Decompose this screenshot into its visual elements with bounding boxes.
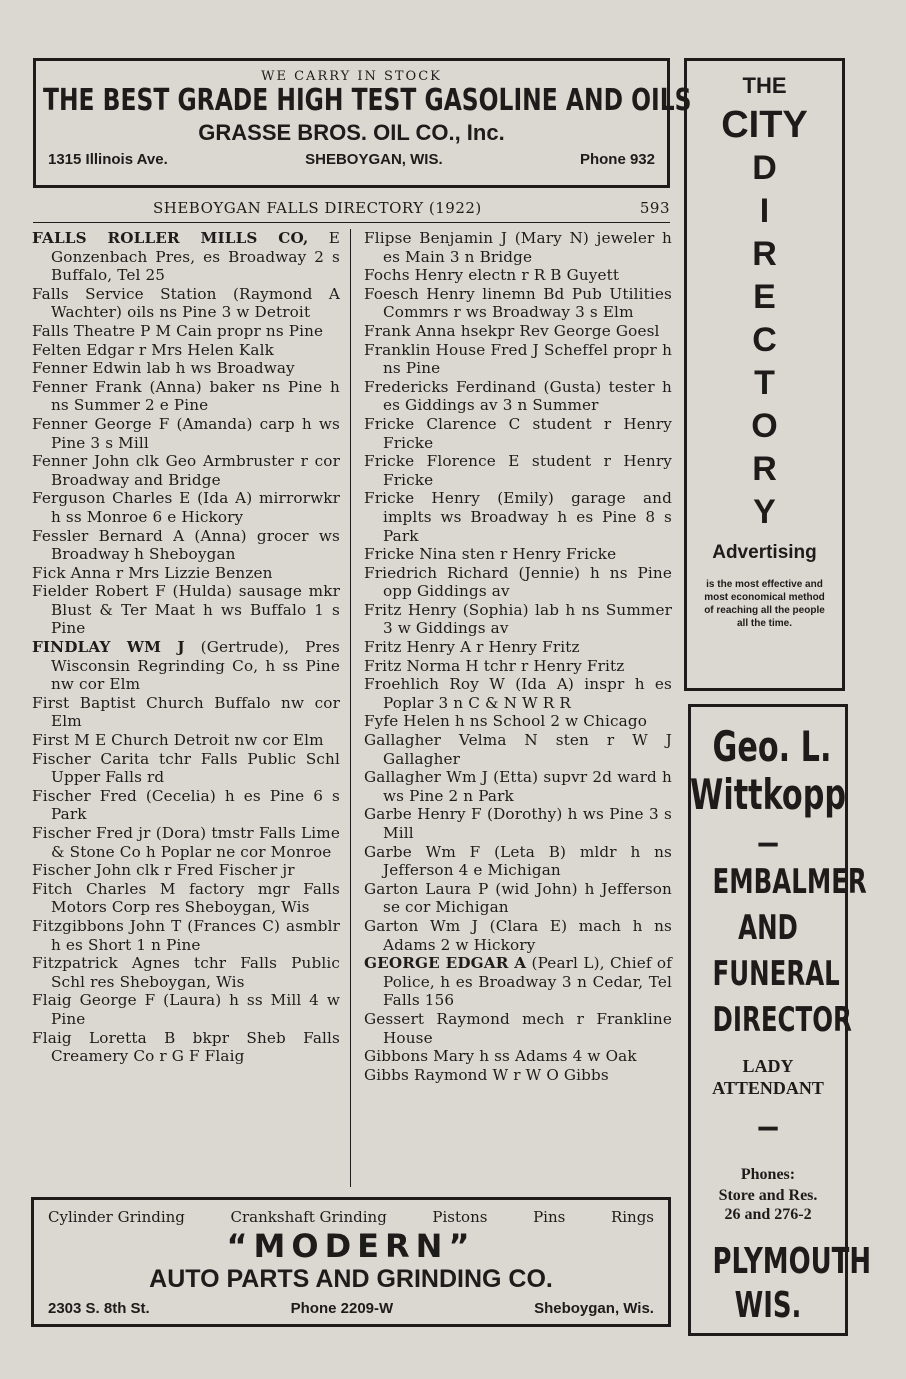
- directory-entry: [32, 582, 340, 638]
- ad-phone: Phone 932: [579, 151, 655, 168]
- ad-lady: LADY: [742, 1056, 794, 1076]
- ad-plymouth: PLYMOUTH: [712, 1241, 872, 1282]
- ad-services: [34, 1208, 668, 1226]
- entry-text: First Baptist Church Buffalo nw cor Elm: [32, 693, 340, 731]
- directory-entry: [32, 824, 340, 861]
- entry-text: Fischer Fred (Cecelia) h es Pine 6 s Park: [32, 786, 340, 824]
- entry-text: Gibbons Mary h ss Adams 4 w Oak: [364, 1047, 637, 1066]
- directory-letters: [687, 147, 842, 534]
- directory-letter: Y: [753, 493, 776, 531]
- ad-dash: —: [757, 826, 779, 861]
- entry-text: Friedrich Richard (Jennie) h ns Pine opp Giddings av: [364, 563, 672, 601]
- service-item: Cylinder Grinding: [48, 1208, 185, 1226]
- directory-letter: C: [752, 321, 777, 359]
- directory-entry: [32, 322, 340, 341]
- undertaker-advertisement: [688, 704, 872, 1336]
- directory-entry: [364, 843, 672, 880]
- directory-letter: D: [752, 149, 777, 187]
- entry-text: Flaig Loretta B bkpr Sheb Falls Creamery Co r G F Flaig: [32, 1028, 340, 1066]
- directory-entry: [32, 954, 340, 991]
- entry-text: Fenner Edwin lab h ws Broadway: [32, 359, 295, 378]
- directory-entry: [364, 545, 672, 564]
- directory-entry: [32, 917, 340, 954]
- ad-dash-2: —: [757, 1110, 779, 1145]
- directory-entry: [32, 1029, 340, 1066]
- directory-letter: E: [753, 278, 776, 316]
- ad-headline: THE BEST GRADE HIGH TEST GASOLINE AND OILS: [43, 83, 692, 118]
- city-directory-advertisement: [684, 58, 845, 691]
- entry-text: Gallagher Velma N sten r W J Gallagher: [364, 731, 672, 768]
- entry-text: Ferguson Charles E (Ida A) mirrorwkr h ss Monroe 6 e Hickory: [32, 489, 340, 526]
- directory-letter: T: [754, 364, 775, 402]
- ad-blurb: is the most effective and most economical method of reaching all the people all the time.: [704, 579, 825, 629]
- entry-text: Falls Service Station (Raymond A Wachter) oils ns Pine 3 w Detroit: [32, 284, 340, 322]
- entry-text: Garbe Wm F (Leta B) mldr h ns Jefferson 4 e Michigan: [364, 842, 672, 880]
- directory-entry: [32, 731, 340, 750]
- ad-brand: “MODERN”: [226, 1227, 476, 1265]
- entry-text: Fischer John clk r Fred Fischer jr: [32, 861, 295, 880]
- ad-city: SHEBOYGAN, WIS.: [305, 151, 443, 168]
- directory-entry: [32, 378, 340, 415]
- ad-the: THE: [742, 73, 787, 98]
- directory-entry: [32, 638, 340, 694]
- entry-text: Gessert Raymond mech r Frankline House: [364, 1009, 672, 1047]
- ad-company-name-2: AUTO PARTS AND GRINDING CO.: [149, 1265, 553, 1293]
- ad-address: 1315 Illinois Ave.: [48, 151, 168, 168]
- entry-text: Gallagher Wm J (Etta) supvr 2d ward h ws Pine 2 n Park: [364, 768, 672, 805]
- directory-entry: [364, 564, 672, 601]
- directory-entry: [32, 991, 340, 1028]
- directory-entry: [32, 564, 340, 583]
- directory-entry: [32, 787, 340, 824]
- directory-entry: [32, 359, 340, 378]
- directory-entry: [32, 489, 340, 526]
- ad-phone-2: Phone 2209-W: [290, 1300, 394, 1317]
- entry-text: Froehlich Roy W (Ida A) inspr h es Poplar 3 n C & N W R R: [364, 675, 672, 712]
- directory-entry: [364, 285, 672, 322]
- ad-phones-label: Phones:: [740, 1166, 796, 1183]
- page-number: 593: [639, 199, 670, 217]
- entry-text: Fick Anna r Mrs Lizzie Benzen: [32, 563, 273, 582]
- directory-entry: [364, 731, 672, 768]
- entry-bold-name: FINDLAY WM J: [32, 638, 185, 657]
- ad-and: AND: [738, 908, 798, 948]
- right-listing-column: [364, 229, 672, 1084]
- ad-company-name: GRASSE BROS. OIL CO., Inc.: [198, 120, 505, 145]
- directory-entry: [364, 1010, 672, 1047]
- entry-text: Fitch Charles M factory mgr Falls Motors Corp res Sheboygan, Wis: [32, 879, 340, 917]
- entry-text: Fricke Nina sten r Henry Fricke: [364, 545, 617, 564]
- ad-address-2: 2303 S. 8th St.: [48, 1300, 150, 1317]
- auto-parts-advertisement: [31, 1197, 671, 1327]
- entry-text: Fricke Clarence C student r Henry Fricke: [364, 414, 672, 452]
- entry-text: Fischer Carita tchr Falls Public Schl Upper Falls rd: [32, 749, 340, 787]
- directory-entry: [364, 229, 672, 266]
- ad-advertising: Advertising: [712, 542, 817, 563]
- entry-text: Fenner Frank (Anna) baker ns Pine h ns Summer 2 e Pine: [32, 377, 340, 415]
- directory-entry: [364, 638, 672, 657]
- directory-entry: [364, 805, 672, 842]
- entry-text: Garton Wm J (Clara E) mach h ns Adams 2 w Hickory: [364, 916, 672, 954]
- ad-city-word: CITY: [721, 104, 808, 146]
- directory-entry: [32, 229, 340, 285]
- directory-letter: R: [752, 450, 777, 488]
- directory-entry: [364, 768, 672, 805]
- column-divider: [350, 229, 351, 1187]
- service-item: Pistons: [432, 1208, 488, 1226]
- directory-entry: [364, 415, 672, 452]
- entry-text: Garbe Henry F (Dorothy) h ws Pine 3 s Mill: [364, 805, 672, 842]
- entry-text: Flipse Benjamin J (Mary N) jeweler h es Main 3 n Bridge: [364, 229, 672, 266]
- directory-entry: [32, 750, 340, 787]
- directory-entry: [32, 285, 340, 322]
- entry-text: Fenner John clk Geo Armbruster r cor Broadway and Bridge: [32, 452, 340, 489]
- service-item: Rings: [610, 1208, 654, 1226]
- entry-text: Gibbs Raymond W r W O Gibbs: [364, 1065, 609, 1084]
- directory-entry: [364, 601, 672, 638]
- directory-entry: [32, 880, 340, 917]
- entry-text: (Gertrude), Pres Wisconsin Regrinding Co, h ss Pine nw cor Elm: [51, 638, 340, 694]
- entry-text: Fritz Henry (Sophia) lab h ns Summer 3 w Giddings av: [364, 600, 672, 638]
- entry-text: Falls Theatre P M Cain propr ns Pine: [32, 321, 324, 340]
- entry-bold-name: FALLS ROLLER MILLS CO,: [32, 229, 309, 247]
- ad-funeral: FUNERAL: [712, 954, 840, 994]
- directory-entry: [364, 712, 672, 731]
- entry-text: Fritz Norma H tchr r Henry Fritz: [364, 656, 625, 675]
- directory-entry: [32, 341, 340, 360]
- entry-text: First M E Church Detroit nw cor Elm: [32, 731, 324, 750]
- ad-city-2: Sheboygan, Wis.: [534, 1300, 654, 1317]
- directory-entry: [364, 489, 672, 545]
- directory-entry: [364, 322, 672, 341]
- ad-tagline: WE CARRY IN STOCK: [261, 69, 442, 84]
- directory-entry: [364, 266, 672, 285]
- ad-attendant: ATTENDANT: [712, 1078, 824, 1098]
- service-item: Pins: [533, 1208, 566, 1226]
- entry-text: Fessler Bernard A (Anna) grocer ws Broadway h Sheboygan: [32, 526, 340, 564]
- directory-letter: O: [751, 407, 778, 445]
- directory-entry: [364, 880, 672, 917]
- entry-text: Felten Edgar r Mrs Helen Kalk: [32, 340, 274, 359]
- entry-text: Fielder Robert F (Hulda) sausage mkr Blust & Ter Maat h ws Buffalo 1 s Pine: [32, 582, 340, 638]
- directory-entry: [364, 378, 672, 415]
- directory-entry: [32, 694, 340, 731]
- entry-text: Fitzgibbons John T (Frances C) asmblr h es Short 1 n Pine: [32, 916, 340, 954]
- entry-text: Garton Laura P (wid John) h Jefferson se cor Michigan: [364, 879, 672, 917]
- directory-entry: [364, 657, 672, 676]
- ad-phones-line2: 26 and 276-2: [724, 1206, 812, 1223]
- entry-text: Franklin House Fred J Scheffel propr h ns Pine: [364, 340, 672, 378]
- entry-text: Flaig George F (Laura) h ss Mill 4 w Pine: [32, 991, 340, 1028]
- entry-bold-name: GEORGE EDGAR A: [364, 954, 527, 973]
- ad-embalmer: EMBALMER: [712, 862, 867, 902]
- entry-text: Fritz Henry A r Henry Fritz: [364, 638, 580, 657]
- entry-text: Fenner George F (Amanda) carp h ws Pine 3 s Mill: [32, 414, 340, 452]
- directory-entry: [364, 1066, 672, 1085]
- left-listing-column: [32, 229, 340, 1066]
- ad-state: WIS.: [734, 1285, 802, 1326]
- entry-text: (Pearl L), Chief of Police, h es Broadway 3 n Cedar, Tel Falls 156: [383, 954, 672, 1010]
- entry-text: Fochs Henry electn r R B Guyett: [364, 266, 620, 285]
- directory-entry: [364, 917, 672, 954]
- entry-text: Fredericks Ferdinand (Gusta) tester h es Giddings av 3 n Summer: [364, 377, 672, 415]
- entry-text: Fricke Henry (Emily) garage and implts ws Broadway h es Pine 8 s Park: [364, 489, 672, 545]
- entry-text: Fitzpatrick Agnes tchr Falls Public Schl res Sheboygan, Wis: [32, 954, 340, 991]
- ad-director: DIRECTOR: [712, 1000, 852, 1040]
- ad-phones-line1: Store and Res.: [718, 1187, 818, 1204]
- directory-letter: I: [759, 192, 770, 230]
- entry-text: Fricke Florence E student r Henry Fricke: [364, 452, 672, 489]
- directory-entry: [364, 675, 672, 712]
- directory-entry: [32, 861, 340, 880]
- directory-entry: [32, 527, 340, 564]
- entry-text: Fyfe Helen h ns School 2 w Chicago: [364, 712, 648, 731]
- directory-entry: [364, 1047, 672, 1066]
- directory-entry: [32, 452, 340, 489]
- ad-name-line1: Geo. L.: [712, 722, 832, 771]
- running-header: [33, 197, 670, 223]
- service-item: Crankshaft Grinding: [230, 1208, 387, 1226]
- page-title: SHEBOYGAN FALLS DIRECTORY (1922): [153, 199, 482, 217]
- ad-name-line2: Wittkopp: [689, 770, 846, 819]
- entry-text: E Gonzenbach Pres, es Broadway 2 s Buffalo, Tel 25: [51, 229, 340, 285]
- gasoline-advertisement: [33, 58, 692, 188]
- entry-text: Fischer Fred jr (Dora) tmstr Falls Lime & Stone Co h Poplar ne cor Monroe: [32, 824, 340, 861]
- entry-text: Foesch Henry linemn Bd Pub Utilities Commrs r ws Broadway 3 s Elm: [364, 284, 672, 322]
- directory-entry: [364, 954, 672, 1010]
- directory-entry: [32, 415, 340, 452]
- directory-letter: R: [752, 235, 777, 273]
- directory-entry: [364, 452, 672, 489]
- entry-text: Frank Anna hsekpr Rev George Goesl: [364, 321, 660, 340]
- directory-entry: [364, 341, 672, 378]
